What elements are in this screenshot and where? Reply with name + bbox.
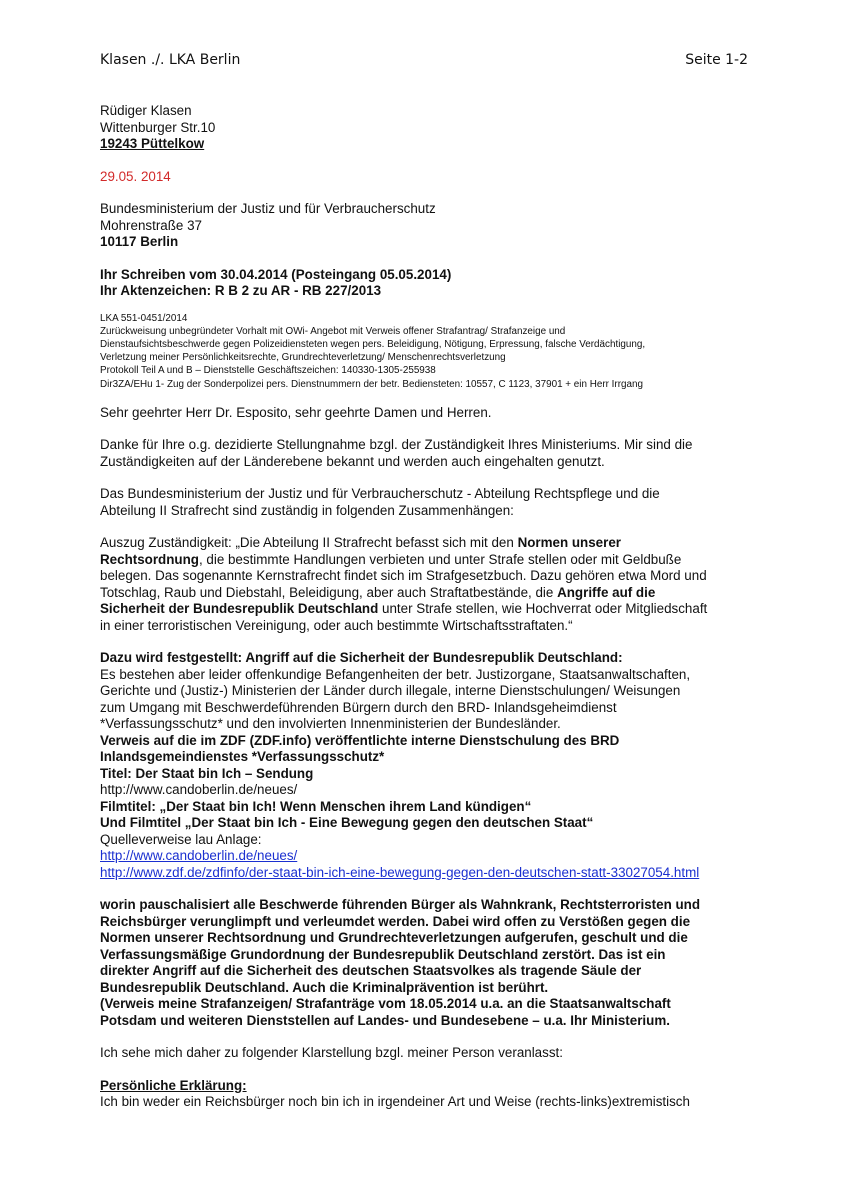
recipient-street: Mohrenstraße 37 [100, 217, 202, 233]
paragraph-line: (Verweis meine Strafanzeigen/ Strafanträge vom 18.05.2014 u.a. an die Staatsanwaltschaft [100, 996, 671, 1012]
salutation: Sehr geehrter Herr Dr. Esposito, sehr geehrte Damen und Herren. [100, 404, 492, 420]
paragraph-accusation [100, 897, 760, 1029]
paragraph-line: Normen unserer Rechtsordnung und Grundrechteverletzungen aufgerufen, geschult und die [100, 930, 688, 946]
sources-label: Quelleverweise lau Anlage: [100, 831, 262, 847]
bold-run: Normen unserer [517, 535, 621, 551]
reference-line: Dir3ZA/EHu 1- Zug der Sonderpolizei pers. Dienstnummern der betr. Bediensteten: 10557, C 1123, 37901 + ein Herr Irrgang [100, 378, 643, 390]
bold-run: Angriffe auf die [557, 584, 656, 600]
subject-line-2: Ihr Aktenzeichen: R B 2 zu AR - RB 227/2013 [100, 283, 382, 298]
film-title-1: Filmtitel: „Der Staat bin Ich! Wenn Menschen ihrem Land kündigen“ [100, 798, 532, 814]
reference-block [100, 312, 760, 391]
reference-line-bold: Inlandsgemeindienstes *Verfassungsschutz* [100, 749, 385, 765]
paragraph-line [100, 552, 760, 569]
subject-line-1: Ihr Schreiben vom 30.04.2014 (Posteingang 05.05.2014) [100, 266, 452, 282]
paragraph-line: Gerichte und (Justiz-) Ministerien der Länder durch illegale, interne Dienstschulungen/ Weisungen [100, 683, 681, 699]
declaration-heading: Persönliche Erklärung: [100, 1077, 247, 1093]
recipient-block [100, 201, 760, 251]
text-run: , die bestimmte Handlungen verbieten und unter Strafe stellen oder mit Geldbuße [198, 551, 682, 567]
finding-heading: Dazu wird festgestellt: Angriff auf die Sicherheit der Bundesrepublik Deutschland: [100, 650, 623, 666]
recipient-city: 10117 Berlin [100, 234, 179, 249]
sender-block [100, 103, 760, 153]
reference-line: Protokoll Teil A und B – Dienststelle Geschäftszeichen: 140330-1305-255938 [100, 365, 436, 377]
subject-block [100, 267, 760, 300]
plain-url: http://www.candoberlin.de/neues/ [100, 782, 298, 798]
paragraph-line [100, 535, 760, 552]
sender-name: Rüdiger Klasen [100, 103, 192, 118]
reference-line-bold: Verweis auf die im ZDF (ZDF.info) veröffentlichte interne Dienstschulung des BRD [100, 732, 620, 748]
text-run: Auszug Zuständigkeit: „Die Abteilung II Strafrecht befasst sich mit den [100, 535, 518, 551]
broadcast-title: Titel: Der Staat bin Ich – Sendung [100, 765, 314, 781]
paragraph-line: Potsdam und weiteren Dienststellen auf Landes- und Bundesebene – u.a. Ihr Ministerium. [100, 1012, 670, 1028]
reference-line: Dienstaufsichtsbeschwerde gegen Polizeidiensteten wegen pers. Beleidigung, Nötigung, Erpressung, falsche Verdächtigung, [100, 338, 646, 350]
paragraph-line: belegen. Das sogenannte Kernstrafrecht findet sich im Strafgesetzbuch. Dazu gehören etwa Mord und [100, 568, 707, 584]
reference-line: LKA 551-0451/2014 [100, 312, 188, 324]
paragraph-line: Bundesrepublik Deutschland. Auch die Kriminalprävention ist berührt. [100, 979, 549, 995]
film-title-2: Und Filmtitel „Der Staat bin Ich - Eine Bewegung gegen den deutschen Staat“ [100, 815, 594, 831]
paragraph-line: zum Umgang mit Beschwerdeführenden Bürgern durch den BRD- Inlandsgeheimdienst [100, 699, 617, 715]
bold-run: Sicherheit der Bundesrepublik Deutschland [100, 601, 379, 617]
paragraph-finding [100, 650, 760, 881]
paragraph-line: Danke für Ihre o.g. dezidierte Stellungnahme bzgl. der Zuständigkeit Ihres Ministeriums. Mir sind die [100, 437, 693, 453]
declaration-text: Ich bin weder ein Reichsbürger noch bin ich in irgendeiner Art und Weise (rechts-links)extremistisch [100, 1094, 690, 1110]
letter-body [100, 103, 760, 1111]
sender-city: 19243 Püttelkow [100, 136, 205, 151]
paragraph-line [100, 585, 760, 602]
sender-street: Wittenburger Str.10 [100, 119, 216, 135]
paragraph-line: Reichsbürger verunglimpft und verleumdet werden. Dabei wird offen zu Verstößen gegen die [100, 913, 691, 929]
paragraph-line: Zuständigkeiten auf der Länderebene bekannt und werden auch eingehalten genutzt. [100, 453, 605, 469]
text-run: Totschlag, Raub und Diebstahl, Beleidigung, aber auch Straftatbestände, die [100, 584, 558, 600]
text-run: unter Strafe stellen, wie Hochverrat oder Mitgliedschaft [378, 601, 708, 617]
paragraph-competence-quote [100, 535, 760, 634]
source-link-zdf[interactable]: http://www.zdf.de/zdfinfo/der-staat-bin-ich-eine-bewegung-gegen-den-deutschen-statt-33027054.html [100, 864, 700, 880]
paragraph-ministry [100, 486, 760, 519]
reference-line: Zurückweisung unbegründeter Vorhalt mit OWi- Angebot mit Verweis offener Strafantrag/ Strafanzeige und [100, 325, 566, 337]
header-left: Klasen ./. LKA Berlin [100, 52, 241, 68]
paragraph-line: Das Bundesministerium der Justiz und für Verbraucherschutz - Abteilung Rechtspflege und die [100, 486, 660, 502]
paragraph-thanks [100, 437, 760, 470]
paragraph-line: direkter Angriff auf die Sicherheit des deutschen Staatsvolkes als tragende Säule der [100, 963, 642, 979]
bold-run: Rechtsordnung [100, 551, 199, 567]
paragraph-line: *Verfassungsschutz* und den involvierten Innenministerien der Bundesländer. [100, 716, 561, 732]
header-page-number: Seite 1-2 [685, 52, 748, 68]
paragraph-line: worin pauschalisiert alle Beschwerde führenden Bürger als Wahnkrank, Rechtsterroristen und [100, 897, 701, 913]
paragraph-line: Abteilung II Strafrecht sind zuständig in folgenden Zusammenhängen: [100, 502, 514, 518]
paragraph-line: Verfassungsmäßige Grundordnung der Bundesrepublik Deutschland zerstört. Das ist ein [100, 946, 666, 962]
paragraph-line [100, 601, 760, 618]
paragraph-line: Es bestehen aber leider offenkundige Befangenheiten der betr. Justizorgane, Staatsanwaltschaften, [100, 666, 691, 682]
reference-line: Verletzung meiner Persönlichkeitsrechte, Grundrechteverletzung/ Menschenrechtsverletzung [100, 352, 506, 364]
clarification-intro: Ich sehe mich daher zu folgender Klarstellung bzgl. meiner Person veranlasst: [100, 1045, 563, 1061]
source-link-candoberlin[interactable]: http://www.candoberlin.de/neues/ [100, 848, 298, 864]
letter-date: 29.05. 2014 [100, 168, 171, 184]
paragraph-line: in einer terroristischen Vereinigung, oder auch bestimmte Wirtschaftsstraftaten.“ [100, 617, 573, 633]
recipient-name: Bundesministerium der Justiz und für Verbraucherschutz [100, 201, 436, 216]
